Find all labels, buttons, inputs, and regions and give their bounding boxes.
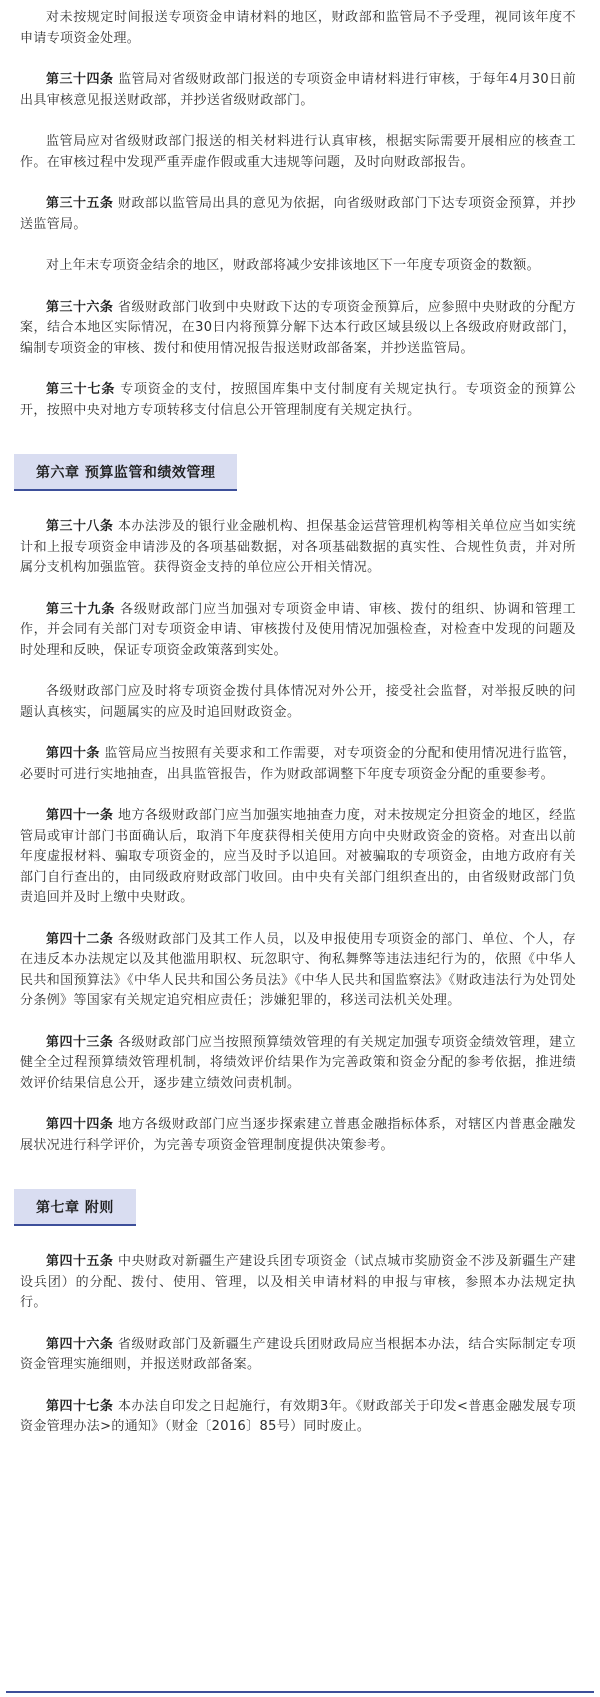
paragraph-text: 本办法自印发之日起施行，有效期3年。《财政部关于印发<普惠金融发展专项资金管理办法>的通知》（财金〔2016〕85号）同时废止。	[20, 1398, 576, 1434]
paragraph-text: 对未按规定时间报送专项资金申请材料的地区，财政部和监管局不予受理，视同该年度不申请专项资金处理。	[20, 10, 576, 46]
article-47	[20, 1397, 576, 1438]
article-39	[20, 600, 576, 662]
paragraph-text: 各级财政部门应当按照预算绩效管理的有关规定加强专项资金绩效管理，建立健全全过程预算绩效管理机制，将绩效评价结果作为完善政策和资金分配的参考依据，推进绩效评价结果信息公开，逐步建立绩效问责机制。	[20, 1034, 576, 1091]
article-number: 第四十五条	[46, 1254, 114, 1269]
paragraph-text: 各级财政部门及其工作人员，以及申报使用专项资金的部门、单位、个人，存在违反本办法规定以及其他滥用职权、玩忽职守、徇私舞弊等违法违纪行为的，依照《中华人民共和国预算法》《中华人民共和国公务员法》《中华人民共和国监察法》《财政违法行为处罚处分条例》等国家有关规定追究相应责任；涉嫌犯罪的，移送司法机关处理。	[20, 931, 576, 1008]
article-34	[20, 70, 576, 111]
paragraph-text: 财政部以监管局出具的意见为依据，向省级财政部门下达专项资金预算，并抄送监管局。	[20, 196, 576, 232]
article-number: 第三十八条	[46, 519, 114, 534]
article-37	[20, 380, 576, 421]
article-number: 第四十七条	[46, 1398, 114, 1414]
article-number: 第三十四条	[46, 72, 114, 87]
article-number: 第四十二条	[46, 931, 114, 947]
article-46	[20, 1335, 576, 1376]
paragraph-review-verification	[20, 132, 576, 173]
article-40	[20, 744, 576, 785]
article-number: 第四十三条	[46, 1034, 114, 1050]
chapter-7-heading: 第七章 附则	[14, 1189, 136, 1226]
article-number: 第四十六条	[46, 1336, 114, 1352]
paragraph-text: 地方各级财政部门应当逐步探索建立普惠金融指标体系，对辖区内普惠金融发展状况进行科学评价，为完善专项资金管理制度提供决策参考。	[20, 1117, 576, 1153]
article-number: 第三十九条	[46, 601, 116, 617]
article-number: 第三十七条	[46, 382, 116, 397]
article-44	[20, 1115, 576, 1156]
article-41	[20, 806, 576, 909]
article-number: 第四十条	[46, 746, 100, 761]
article-number: 第三十五条	[46, 196, 114, 211]
article-38	[20, 517, 576, 579]
paragraph-text: 监管局应对省级财政部门报送的相关材料进行认真审核，根据实际需要开展相应的核查工作。在审核过程中发现严重弄虚作假或重大违规等问题，及时向财政部报告。	[20, 134, 576, 170]
paragraph-text: 监管局应当按照有关要求和工作需要，对专项资金的分配和使用情况进行监管，必要时可进行实地抽查，出具监管报告，作为财政部调整下年度专项资金分配的重要参考。	[20, 746, 576, 782]
article-42	[20, 930, 576, 1012]
paragraph-surplus-reduction	[20, 256, 576, 277]
chapter-6-heading: 第六章 预算监管和绩效管理	[14, 454, 237, 491]
article-number: 第四十一条	[46, 808, 114, 823]
paragraph-public-disclosure	[20, 682, 576, 723]
paragraph-text: 监管局对省级财政部门报送的专项资金申请材料进行审核，于每年4月30日前出具审核意见报送财政部，并抄送省级财政部门。	[20, 72, 576, 108]
paragraph-text: 地方各级财政部门应当加强实地抽查力度，对未按规定分担资金的地区，经监管局或审计部门书面确认后，取消下年度获得相关使用方向中央财政资金的资格。对查出以前年度虚报材料、骗取专项资金的，应当及时予以追回。对被骗取的专项资金，由地方政府有关部门自行查出的，由同级政府财政部门收回。由中央有关部门组织查出的，由省级财政部门负责追回并及时上缴中央财政。	[20, 808, 576, 905]
paragraph-text: 省级财政部门及新疆生产建设兵团财政局应当根据本办法，结合实际制定专项资金管理实施细则，并报送财政部备案。	[20, 1336, 576, 1372]
article-35	[20, 194, 576, 235]
article-45	[20, 1252, 576, 1314]
paragraph-text: 对上年末专项资金结余的地区，财政部将减少安排该地区下一年度专项资金的数额。	[46, 258, 540, 273]
paragraph-text: 中央财政对新疆生产建设兵团专项资金（试点城市奖励资金不涉及新疆生产建设兵团）的分配、拨付、使用、管理，以及相关申请材料的申报与审核，参照本办法规定执行。	[20, 1254, 576, 1310]
paragraph-text: 各级财政部门应及时将专项资金拨付具体情况对外公开，接受社会监督，对举报反映的问题认真核实，问题属实的应及时追回财政资金。	[20, 684, 576, 720]
paragraph-text: 本办法涉及的银行业金融机构、担保基金运营管理机构等相关单位应当如实统计和上报专项资金申请涉及的各项基础数据，对各项基础数据的真实性、合规性负责，并对所属分支机构加强监管。获得资金支持的单位应公开相关情况。	[20, 519, 576, 575]
article-43	[20, 1033, 576, 1095]
article-number: 第三十六条	[46, 299, 114, 315]
article-number: 第四十四条	[46, 1117, 114, 1132]
paragraph-text: 省级财政部门收到中央财政下达的专项资金预算后，应参照中央财政的分配方案，结合本地区实际情况，在30日内将预算分解下达本行政区域县级以上各级政府财政部门，编制专项资金的审核、拨付和使用情况报告报送财政部备案，并抄送监管局。	[20, 299, 576, 356]
article-36	[20, 298, 576, 360]
paragraph-text: 专项资金的支付，按照国库集中支付制度有关规定执行。专项资金的预算公开，按照中央对地方专项转移支付信息公开管理制度有关规定执行。	[20, 382, 576, 418]
paragraph-text: 各级财政部门应当加强对专项资金申请、审核、拨付的组织、协调和管理工作，并会同有关部门对专项资金申请、审核拨付及使用情况加强检查，对检查中发现的问题及时处理和反映，保证专项资金政策落到实处。	[20, 601, 576, 658]
paragraph-late-submission	[20, 8, 576, 49]
